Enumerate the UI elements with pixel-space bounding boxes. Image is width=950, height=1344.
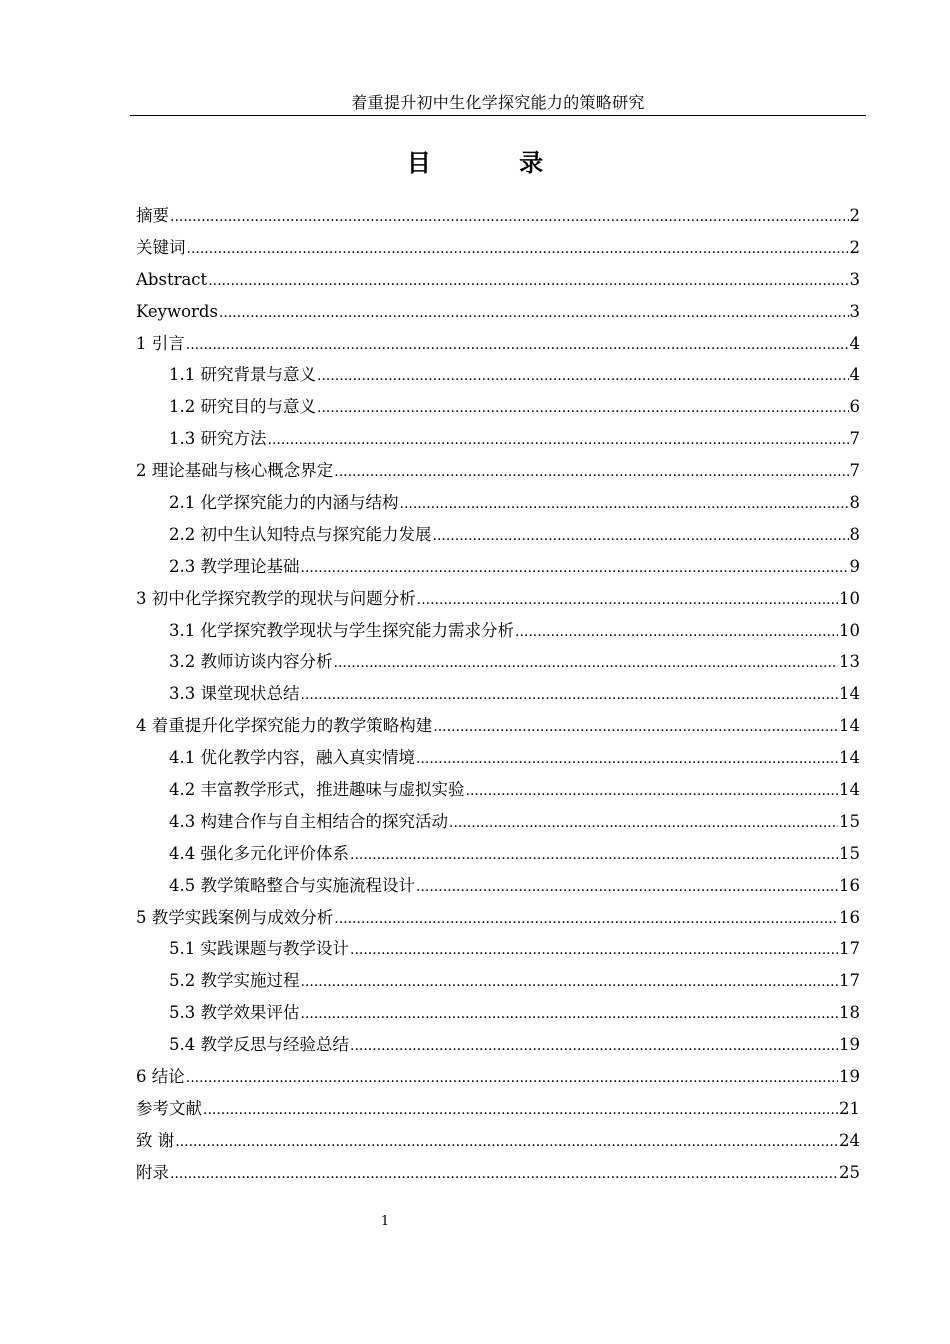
running-header: 着重提升初中生化学探究能力的策略研究: [351, 93, 645, 112]
toc-entry[interactable]: [136, 264, 860, 296]
toc-entry-page: 6: [849, 397, 860, 417]
toc-entry-page: 14: [839, 716, 860, 736]
toc-entry[interactable]: [136, 232, 860, 264]
toc-entry-page: 8: [849, 493, 860, 513]
toc-entry[interactable]: [136, 583, 860, 615]
toc-entry-label: 3.1 化学探究教学现状与学生探究能力需求分析: [169, 620, 514, 640]
toc-entry-page: 10: [839, 620, 860, 640]
toc-dot-leader: [400, 489, 849, 521]
toc-dot-leader: [317, 361, 849, 393]
toc-entry[interactable]: [136, 646, 860, 678]
toc-dot-leader: [433, 521, 849, 553]
toc-entry[interactable]: [136, 296, 860, 328]
toc-dot-leader: [350, 1031, 838, 1063]
toc-dot-leader: [433, 712, 838, 744]
toc-dot-leader: [334, 457, 848, 489]
toc-entry-page: 15: [839, 843, 860, 863]
toc-entry-label: 4.1 优化教学内容，融入真实情境: [169, 748, 415, 768]
toc-entry-label: 2.1 化学探究能力的内涵与结构: [169, 493, 399, 513]
toc-entry[interactable]: [136, 551, 860, 583]
toc-entry[interactable]: [136, 710, 860, 742]
toc-entry-page: 14: [839, 684, 860, 704]
toc-dot-leader: [515, 617, 838, 649]
toc-entry-label: 4.3 构建合作与自主相结合的探究活动: [169, 811, 448, 831]
toc-entry[interactable]: [136, 1061, 860, 1093]
header-rule: [130, 115, 866, 116]
toc-title: 目 录: [406, 149, 584, 177]
toc-dot-leader: [186, 330, 849, 362]
toc-entry-label: 致 谢: [136, 1130, 175, 1150]
toc-entry[interactable]: [136, 838, 860, 870]
toc-entry-label: 5 教学实践案例与成效分析: [136, 907, 334, 927]
toc-entry[interactable]: [136, 200, 860, 232]
toc-dot-leader: [350, 840, 838, 872]
toc-entry-label: 1.3 研究方法: [169, 429, 267, 449]
toc-entry[interactable]: [136, 359, 860, 391]
toc-entry[interactable]: [136, 997, 860, 1029]
toc-entry-page: 4: [849, 333, 860, 353]
toc-dot-leader: [219, 298, 849, 330]
toc-entry-label: 5.3 教学效果评估: [169, 1003, 300, 1023]
page-number: 1: [380, 1214, 390, 1229]
toc-entry[interactable]: [136, 933, 860, 965]
toc-entry-label: 摘要: [136, 206, 169, 225]
toc-dot-leader: [449, 808, 838, 840]
toc-entry-label: 1.1 研究背景与意义: [169, 365, 316, 385]
toc-dot-leader: [466, 776, 839, 808]
toc-entry-page: 4: [849, 365, 860, 385]
toc-entry-page: 18: [839, 1003, 860, 1023]
toc-entry-page: 13: [839, 652, 860, 672]
toc-entry-page: 2: [849, 237, 860, 257]
toc-dot-leader: [301, 553, 849, 585]
toc-dot-leader: [350, 935, 838, 967]
toc-entry[interactable]: [136, 1029, 860, 1061]
toc-entry-page: 3: [849, 269, 860, 289]
toc-dot-leader: [301, 999, 839, 1031]
toc-entry-label: 5.1 实践课题与教学设计: [169, 939, 349, 959]
toc-entry-label: 4.2 丰富教学形式，推进趣味与虚拟实验: [169, 780, 465, 800]
toc-entry-label: 4.4 强化多元化评价体系: [169, 843, 349, 863]
toc-dot-leader: [416, 872, 838, 904]
toc-entry-label: 4.5 教学策略整合与实施流程设计: [169, 875, 415, 895]
toc-entry[interactable]: [136, 1125, 860, 1157]
toc-entry-page: 19: [839, 1067, 860, 1087]
toc-entry[interactable]: [136, 391, 860, 423]
toc-dot-leader: [170, 1159, 838, 1191]
toc-entry-page: 8: [849, 524, 860, 544]
toc-entry-page: 14: [839, 780, 860, 800]
toc-dot-leader: [334, 648, 839, 680]
toc-dot-leader: [417, 585, 838, 617]
toc-entry[interactable]: [136, 328, 860, 360]
toc-entry-page: 19: [839, 1035, 860, 1055]
toc-entry-page: 7: [849, 461, 860, 481]
toc-list: [136, 200, 860, 1189]
toc-dot-leader: [268, 425, 849, 457]
toc-entry[interactable]: [136, 487, 860, 519]
toc-entry[interactable]: [136, 870, 860, 902]
toc-entry-label: Keywords: [136, 301, 218, 321]
toc-entry-label: 5.2 教学实施过程: [169, 971, 300, 991]
toc-entry[interactable]: [136, 519, 860, 551]
toc-dot-leader: [301, 680, 839, 712]
toc-dot-leader: [187, 234, 849, 266]
toc-entry[interactable]: [136, 965, 860, 997]
toc-entry[interactable]: [136, 1093, 860, 1125]
toc-entry[interactable]: [136, 806, 860, 838]
toc-entry-label: 2 理论基础与核心概念界定: [136, 461, 334, 481]
toc-entry[interactable]: [136, 1157, 860, 1189]
toc-entry-page: 21: [839, 1098, 860, 1118]
toc-entry-label: 4 着重提升化学探究能力的教学策略构建: [136, 716, 433, 736]
toc-entry-label: Abstract: [136, 269, 208, 289]
toc-dot-leader: [175, 1127, 838, 1159]
toc-dot-leader: [334, 904, 838, 936]
toc-entry-label: 3.3 课堂现状总结: [169, 684, 300, 704]
toc-entry-page: 3: [849, 301, 860, 321]
toc-entry-page: 14: [839, 748, 860, 768]
toc-entry-page: 16: [839, 907, 860, 927]
toc-dot-leader: [203, 1095, 838, 1127]
toc-entry-label: 2.3 教学理论基础: [169, 556, 300, 576]
toc-dot-leader: [170, 202, 849, 234]
toc-entry[interactable]: [136, 615, 860, 647]
toc-entry[interactable]: [136, 774, 860, 806]
toc-entry-page: 17: [839, 939, 860, 959]
toc-entry-page: 10: [839, 588, 860, 608]
toc-entry-label: 3.2 教师访谈内容分析: [169, 652, 333, 672]
toc-entry-page: 15: [839, 811, 860, 831]
toc-entry-label: 1.2 研究目的与意义: [169, 397, 316, 417]
toc-entry-page: 9: [849, 556, 860, 576]
toc-entry-page: 25: [839, 1162, 860, 1182]
toc-entry-label: 附录: [136, 1162, 169, 1182]
toc-entry-label: 1 引言: [136, 333, 185, 353]
toc-dot-leader: [317, 393, 849, 425]
toc-entry-page: 17: [839, 971, 860, 991]
toc-entry[interactable]: [136, 678, 860, 710]
toc-dot-leader: [416, 744, 838, 776]
toc-entry-label: 2.2 初中生认知特点与探究能力发展: [169, 524, 432, 544]
toc-entry-label: 6 结论: [136, 1067, 185, 1087]
toc-entry-page: 24: [839, 1130, 860, 1150]
toc-entry-label: 3 初中化学探究教学的现状与问题分析: [136, 588, 416, 608]
toc-entry-label: 参考文献: [136, 1098, 202, 1118]
toc-dot-leader: [301, 967, 839, 999]
toc-entry-label: 关键词: [136, 237, 186, 257]
toc-entry[interactable]: [136, 742, 860, 774]
toc-entry-page: 7: [849, 429, 860, 449]
toc-entry[interactable]: [136, 423, 860, 455]
toc-dot-leader: [208, 266, 848, 298]
toc-entry-page: 16: [839, 875, 860, 895]
toc-entry[interactable]: [136, 455, 860, 487]
toc-entry-label: 5.4 教学反思与经验总结: [169, 1035, 349, 1055]
toc-entry[interactable]: [136, 902, 860, 934]
toc-entry-page: 2: [849, 206, 860, 225]
toc-dot-leader: [186, 1063, 838, 1095]
